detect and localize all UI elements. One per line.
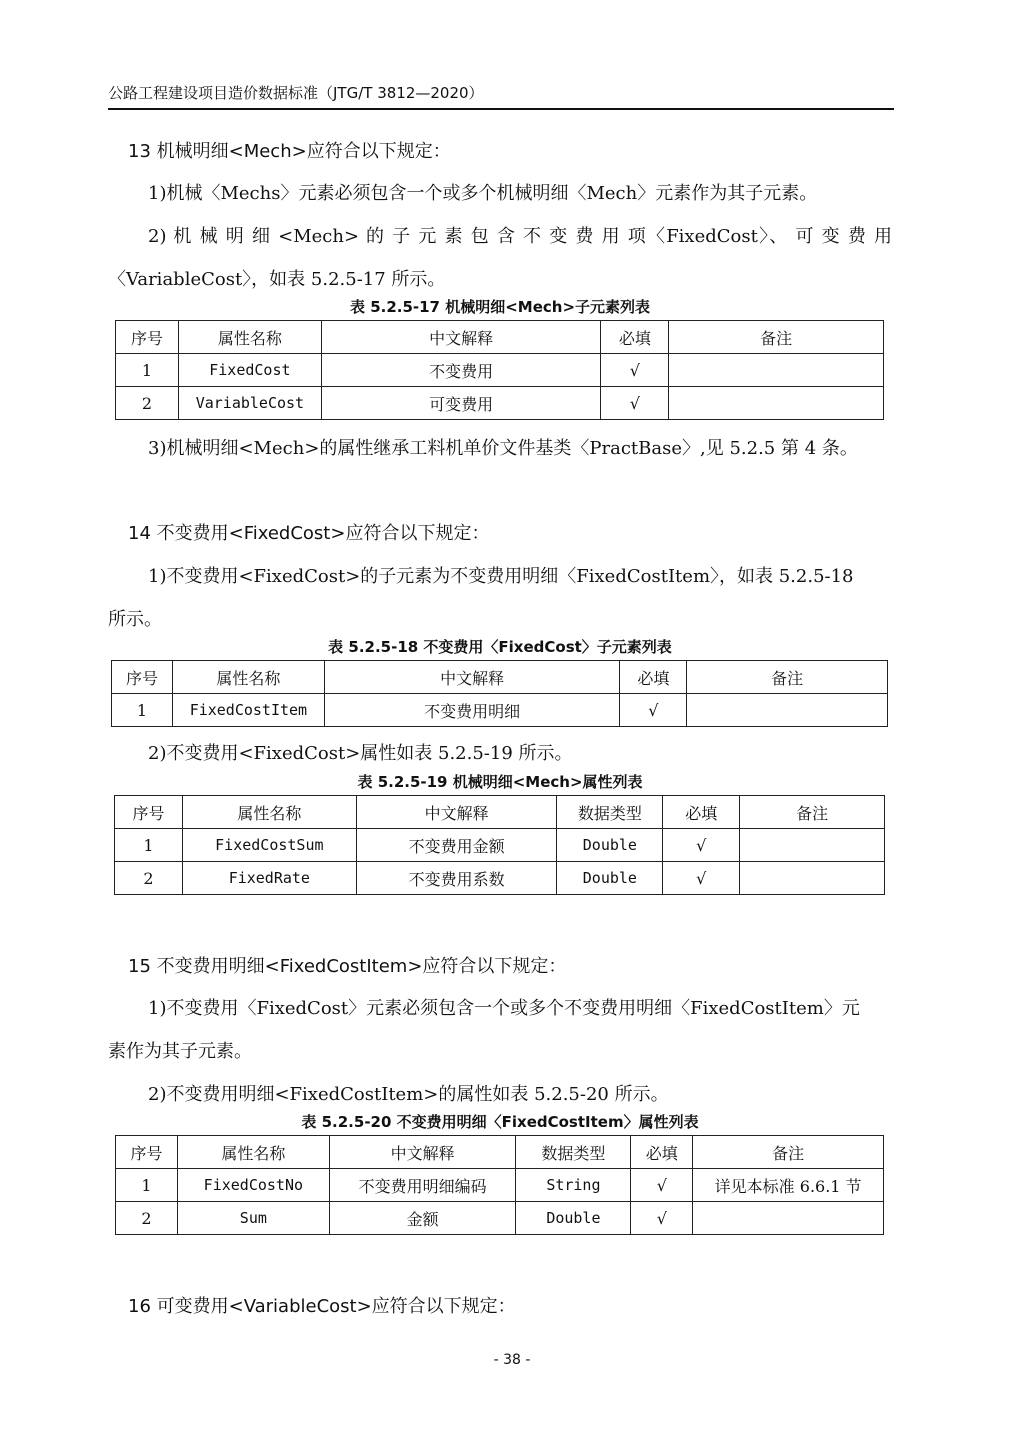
table-cell <box>669 387 884 420</box>
page-number: - 38 - <box>493 1352 531 1368</box>
table-cell: 2 <box>116 387 179 420</box>
table-cell: 可变费用 <box>321 387 601 420</box>
table-cell: √ <box>663 829 740 862</box>
table-cell: 1 <box>116 1169 178 1202</box>
table-row <box>115 829 885 862</box>
table-header-row <box>115 796 885 829</box>
section-14-p1-line1: 1)不变费用<FixedCost>的子元素为不变费用明细〈FixedCostItem〉，如表 5.2.5-18 <box>148 566 854 587</box>
table-row <box>112 694 888 727</box>
header-cell: 序号 <box>112 661 173 694</box>
header-cell: 序号 <box>115 796 183 829</box>
header-cell: 中文解释 <box>329 1136 516 1169</box>
table-cell: 1 <box>115 829 183 862</box>
table-cell: 不变费用系数 <box>356 862 557 895</box>
table-row <box>116 1169 884 1202</box>
section-16-heading: 16 可变费用<VariableCost>应符合以下规定： <box>128 1296 516 1317</box>
table-cell: √ <box>631 1202 693 1235</box>
table-header-row <box>116 1136 884 1169</box>
table-cell: √ <box>663 862 740 895</box>
table-row <box>116 354 884 387</box>
header-cell: 必填 <box>620 661 687 694</box>
section-14-heading: 14 不变费用<FixedCost>应符合以下规定： <box>128 523 490 544</box>
table-cell: 不变费用明细编码 <box>329 1169 516 1202</box>
section-13-p3: 3)机械明细<Mech>的属性继承工料机单价文件基类〈PractBase〉,见 5.2.5 第 4 条。 <box>148 438 858 459</box>
header-cell: 备注 <box>740 796 885 829</box>
table-row <box>116 1202 884 1235</box>
table-cell: Double <box>557 829 663 862</box>
section-15-p2: 2)不变费用明细<FixedCostItem>的属性如表 5.2.5-20 所示。 <box>148 1084 669 1105</box>
table-cell: FixedCostSum <box>182 829 356 862</box>
table-cell: 不变费用 <box>321 354 601 387</box>
table-cell: Double <box>557 862 663 895</box>
table-cell: √ <box>620 694 687 727</box>
document-title: 公路工程建设项目造价数据标准（JTG/T 3812—2020） <box>108 84 484 102</box>
table-cell: FixedCostItem <box>172 694 324 727</box>
header-cell: 必填 <box>663 796 740 829</box>
table-cell <box>740 862 885 895</box>
table-row <box>116 387 884 420</box>
section-15-p1-line1: 1)不变费用〈FixedCost〉元素必须包含一个或多个不变费用明细〈FixedCostItem〉元 <box>148 998 860 1019</box>
table-5-2-5-18 <box>111 660 888 727</box>
section-13-p2-line2: 〈VariableCost〉，如表 5.2.5-17 所示。 <box>108 269 446 290</box>
table-cell: 1 <box>116 354 179 387</box>
table-cell <box>693 1202 884 1235</box>
table-header-row <box>112 661 888 694</box>
table-5-2-5-20 <box>115 1135 884 1235</box>
table-cell: 详见本标准 6.6.1 节 <box>693 1169 884 1202</box>
header-cell: 属性名称 <box>172 661 324 694</box>
section-13-p1: 1)机械〈Mechs〉元素必须包含一个或多个机械明细〈Mech〉元素作为其子元素。 <box>148 183 818 204</box>
table-cell: Sum <box>177 1202 329 1235</box>
header-cell: 备注 <box>693 1136 884 1169</box>
header-cell: 序号 <box>116 321 179 354</box>
header-cell: 中文解释 <box>324 661 620 694</box>
table-cell: √ <box>631 1169 693 1202</box>
header-cell: 必填 <box>631 1136 693 1169</box>
table-5-2-5-17-caption: 表 5.2.5-17 机械明细<Mech>子元素列表 <box>349 298 651 316</box>
section-15-p1-line2: 素作为其子元素。 <box>108 1041 252 1062</box>
table-cell: √ <box>601 387 669 420</box>
table-5-2-5-19-caption: 表 5.2.5-19 机械明细<Mech>属性列表 <box>357 773 643 791</box>
table-cell: FixedRate <box>182 862 356 895</box>
section-15-heading: 15 不变费用明细<FixedCostItem>应符合以下规定： <box>128 956 567 977</box>
table-cell: FixedCost <box>178 354 321 387</box>
header-cell: 中文解释 <box>321 321 601 354</box>
table-cell: Double <box>516 1202 631 1235</box>
header-cell: 属性名称 <box>182 796 356 829</box>
running-header <box>108 82 894 110</box>
header-cell: 属性名称 <box>178 321 321 354</box>
header-cell: 序号 <box>116 1136 178 1169</box>
table-cell: 1 <box>112 694 173 727</box>
table-cell <box>687 694 888 727</box>
section-13-heading: 13 机械明细<Mech>应符合以下规定： <box>128 141 451 162</box>
table-5-2-5-18-caption: 表 5.2.5-18 不变费用〈FixedCost〉子元素列表 <box>328 638 672 656</box>
table-cell: √ <box>601 354 669 387</box>
table-cell: String <box>516 1169 631 1202</box>
table-5-2-5-19 <box>114 795 885 895</box>
section-14-p2: 2)不变费用<FixedCost>属性如表 5.2.5-19 所示。 <box>148 743 573 764</box>
table-cell: FixedCostNo <box>177 1169 329 1202</box>
table-5-2-5-17 <box>115 320 884 420</box>
header-cell: 必填 <box>601 321 669 354</box>
header-cell: 备注 <box>669 321 884 354</box>
table-cell: 金额 <box>329 1202 516 1235</box>
header-cell: 数据类型 <box>516 1136 631 1169</box>
table-5-2-5-20-caption: 表 5.2.5-20 不变费用明细〈FixedCostItem〉属性列表 <box>301 1113 699 1131</box>
table-cell: 2 <box>115 862 183 895</box>
header-cell: 属性名称 <box>177 1136 329 1169</box>
table-cell <box>740 829 885 862</box>
table-row <box>115 862 885 895</box>
table-cell: 不变费用金额 <box>356 829 557 862</box>
header-cell: 数据类型 <box>557 796 663 829</box>
section-13-p2-line1: 2) 机 械 明 细 <Mech> 的 子 元 素 包 含 不 变 费 用 项〈FixedCost〉、 可 变 费 用 <box>148 226 892 247</box>
table-cell: 2 <box>116 1202 178 1235</box>
header-cell: 备注 <box>687 661 888 694</box>
table-cell: 不变费用明细 <box>324 694 620 727</box>
table-cell <box>669 354 884 387</box>
section-14-p1-line2: 所示。 <box>108 609 162 630</box>
table-cell: VariableCost <box>178 387 321 420</box>
header-cell: 中文解释 <box>356 796 557 829</box>
table-header-row <box>116 321 884 354</box>
